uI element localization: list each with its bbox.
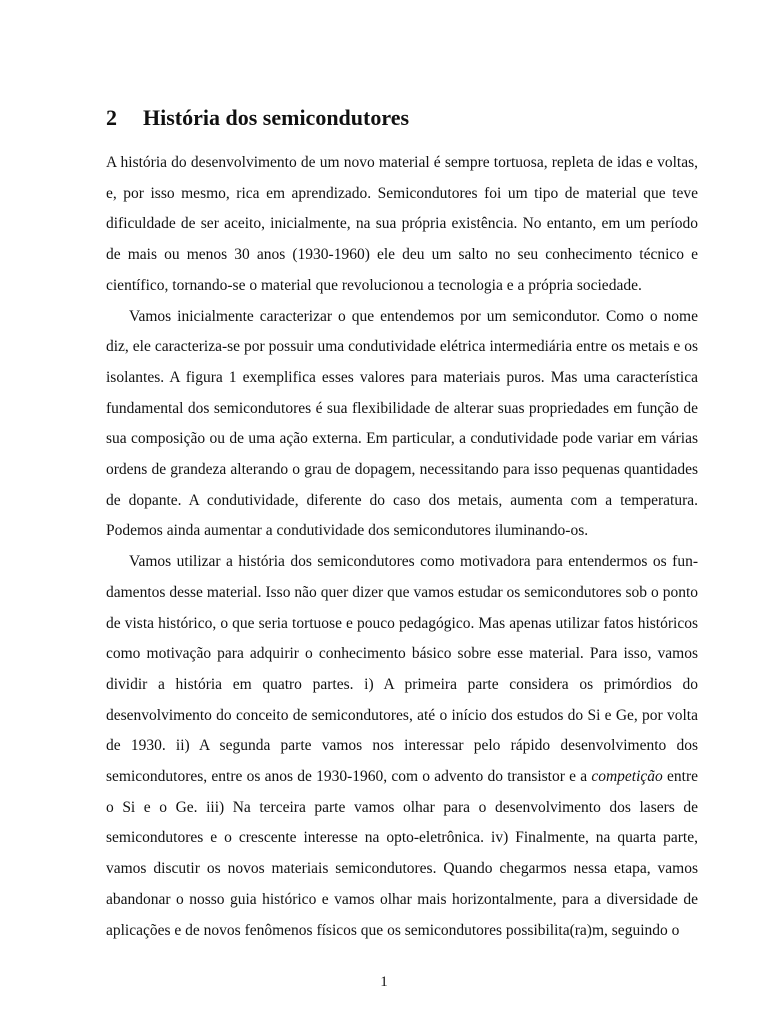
section-title: História dos semicondutores	[143, 105, 410, 130]
paragraph-2: Vamos inicialmente caracterizar o que entendemos por um semicondutor. Como o nome diz, ele caracteriza-se por possuir uma condutividade elétrica intermediária entre os metais e os isolantes. A figura 1 exemplifica esses valores para materiais puros. Mas uma característica fundamental dos semicondutores é sua flexibilidade de alterar suas propriedades em função de sua composição ou de uma ação externa. Em particular, a condutividade pode variar em várias ordens de grandeza alterando o grau de dopagem, necessitando para isso pequenas quantidades de dopante. A condutividade, diferente do caso dos metais, aumenta com a temperatura. Podemos ainda aumentar a condutividade dos semicondutores iluminando-os.	[106, 307, 698, 540]
paragraph-1: A história do desenvolvimento de um novo material é sempre tortuosa, repleta de idas e voltas, e, por isso mesmo, rica em aprendizado. Semicondutores foi um tipo de material que teve dificuldade de ser aceito, inicialmente, na sua própria existência. No entanto, em um período de mais ou menos 30 anos (1930-1960) ele deu um salto no seu conhecimento técnico e científico, tornando-se o material que revolucionou a tecnologia e a própria sociedade.	[106, 154, 698, 294]
section-number: 2	[106, 105, 117, 130]
section-heading	[106, 103, 409, 133]
page-number: 1	[380, 974, 388, 990]
paragraph-3-end: entre o Si e o Ge. iii) Na terceira parte vamos olhar para o desenvolvimento dos lasers de semicondutores e o crescente interesse na opto-eletrônica. iv) Finalmente, na quarta parte, vamos discutir os novos materiais semicondutores. Quando chegarmos nessa etapa, vamos abandonar o nosso guia histórico e vamos olhar mais horizontalmente, para a diversidade de aplicações e de novos fenômenos físicos que os semicondutores possibilita(ra)m, seguindo o	[106, 768, 698, 939]
emphasized-word: competição	[591, 768, 663, 786]
body-text	[106, 148, 698, 946]
paragraph-3	[106, 547, 698, 946]
paragraph-3-start: Vamos utilizar a história dos semicondutores como motivadora para entendermos os fundamentos desse material. Isso não quer dizer que vamos estudar os semicondutores sob o ponto de vista histórico, o que seria tortuose e pouco pedagógico. Mas apenas utilizar fatos históricos como motivação para adquirir o conhecimento básico sobre esse material. Para isso, vamos dividir a história em quatro partes. i) A primeira parte considera os primórdios do desenvolvimento do conceito de semicondutores, até o início dos estudos do Si e Ge, por volta de 1930. ii) A segunda parte vamos nos interessar pelo rápido desenvolvimento dos semicondutores, entre os anos de 1930-1960, com o advento do transistor e a	[106, 553, 698, 786]
